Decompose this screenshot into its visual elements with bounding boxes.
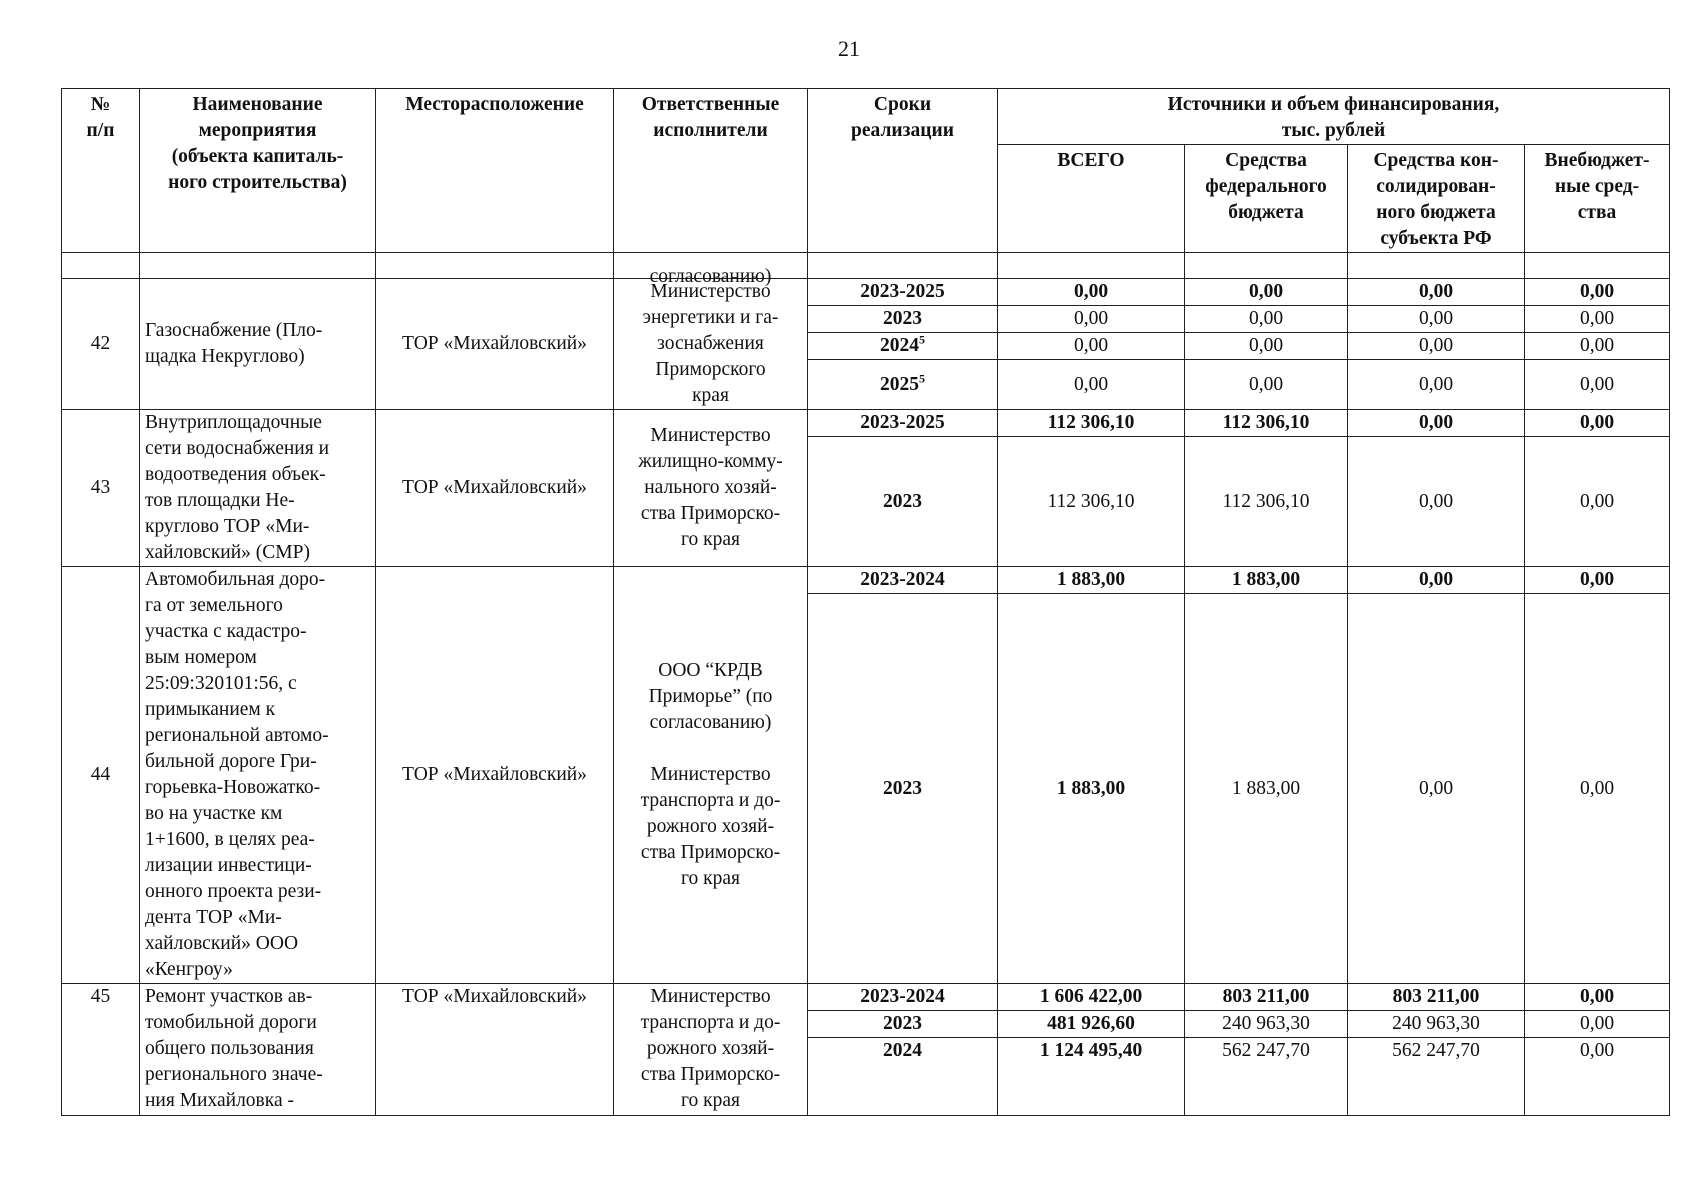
row-federal: 0,00 [1185, 360, 1348, 410]
row-period: 2024$^5$ [808, 333, 998, 360]
header-location: Месторасположение [376, 89, 614, 253]
header-num: № п/п [62, 89, 140, 253]
row-period: 2023-2024 [808, 984, 998, 1011]
row-responsible: согласованию) Министерство энергетики и га- зоснабжения Приморского края [614, 279, 808, 410]
row-location: ТОР «Михайловский» [376, 984, 614, 1116]
row-location: ТОР «Михайловский» [376, 279, 614, 410]
table-row [62, 567, 1670, 594]
row-extra: 0,00 [1525, 279, 1670, 306]
row-period: 2023-2025 [808, 279, 998, 306]
row-federal: 562 247,70 [1185, 1038, 1348, 1116]
header-federal: Средства федерального бюджета [1185, 145, 1348, 253]
row-period: 2023 [808, 306, 998, 333]
row-regional: 0,00 [1348, 567, 1525, 594]
row-location: ТОР «Михайловский» [376, 567, 614, 984]
row-extra: 0,00 [1525, 567, 1670, 594]
row-total: 112 306,10 [998, 437, 1185, 567]
row-extra: 0,00 [1525, 437, 1670, 567]
row-responsible: Министерство жилищно-комму- нального хозяй- ства Приморско- го края [614, 410, 808, 567]
row-period: 2023-2025 [808, 410, 998, 437]
row-extra: 0,00 [1525, 1011, 1670, 1038]
row-name: Автомобильная доро- га от земельного участка с кадастро- вым номером 25:09:320101:56, с примыканием к региональной автомо- бильной дороге Гри- горьевка-Новожатко- во на участке км 1+1600, в целях реа- лизации инвестици- онного проекта рези- дента ТОР «Ми- хайловский» ООО «Кенгроу» [140, 567, 376, 984]
page-number: 21 [838, 36, 860, 61]
row-period: 2024 [808, 1038, 998, 1116]
row-period: 2023-2024 [808, 567, 998, 594]
row-extra: 0,00 [1525, 360, 1670, 410]
header-funding: Источники и объем финансирования, тыс. рублей [998, 89, 1670, 145]
row-federal: 0,00 [1185, 306, 1348, 333]
carryover-text: согласованию) [649, 266, 772, 287]
row-extra: 0,00 [1525, 333, 1670, 360]
row-num: 44 [62, 567, 140, 984]
row-period: 2023 [808, 437, 998, 567]
row-total: 0,00 [998, 306, 1185, 333]
row-period: 2023 [808, 1011, 998, 1038]
row-regional: 562 247,70 [1348, 1038, 1525, 1116]
spacer-row [62, 253, 1670, 279]
row-total: 1 606 422,00 [998, 984, 1185, 1011]
row-federal: 112 306,10 [1185, 437, 1348, 567]
row-num: 42 [62, 279, 140, 410]
row-total: 1 883,00 [998, 567, 1185, 594]
table-row [62, 279, 1670, 306]
row-total: 0,00 [998, 333, 1185, 360]
row-federal: 0,00 [1185, 333, 1348, 360]
header-responsible: Ответственные исполнители [614, 89, 808, 253]
row-total: 0,00 [998, 279, 1185, 306]
header-row-1 [62, 89, 1670, 145]
row-num: 45 [62, 984, 140, 1116]
row-federal: 1 883,00 [1185, 567, 1348, 594]
row-extra: 0,00 [1525, 594, 1670, 984]
row-regional: 0,00 [1348, 410, 1525, 437]
row-federal: 112 306,10 [1185, 410, 1348, 437]
financing-table [61, 88, 1670, 1116]
table-row [62, 410, 1670, 437]
row-total: 0,00 [998, 360, 1185, 410]
table-row [62, 984, 1670, 1011]
row-regional: 0,00 [1348, 437, 1525, 567]
header-regional: Средства кон- солидирован- ного бюджета субъекта РФ [1348, 145, 1525, 253]
row-extra: 0,00 [1525, 306, 1670, 333]
row-location: ТОР «Михайловский» [376, 410, 614, 567]
row-total: 1 124 495,40 [998, 1038, 1185, 1116]
row-responsible: ООО “КРДВ Приморье” (по согласованию) Министерство транспорта и до- рожного хозяй- ства Приморско- го края [614, 567, 808, 984]
row-regional: 0,00 [1348, 333, 1525, 360]
row-period: 2025$^5$ [808, 360, 998, 410]
row-federal: 240 963,30 [1185, 1011, 1348, 1038]
row-name: Газоснабжение (Пло- щадка Некруглово) [140, 279, 376, 410]
row-regional: 0,00 [1348, 306, 1525, 333]
row-name: Внутриплощадочные сети водоснабжения и водоотведения объек- тов площадки Не- круглово ТОР «Ми- хайловский» (СМР) [140, 410, 376, 567]
row-responsible: Министерство транспорта и до- рожного хозяй- ства Приморско- го края [614, 984, 808, 1116]
row-total: 1 883,00 [998, 594, 1185, 984]
row-regional: 0,00 [1348, 594, 1525, 984]
row-extra: 0,00 [1525, 984, 1670, 1011]
row-name: Ремонт участков ав- томобильной дороги общего пользования регионального значе- ния Михайловка - [140, 984, 376, 1116]
row-regional: 0,00 [1348, 360, 1525, 410]
row-extra: 0,00 [1525, 1038, 1670, 1116]
row-total: 481 926,60 [998, 1011, 1185, 1038]
row-federal: 0,00 [1185, 279, 1348, 306]
row-federal: 803 211,00 [1185, 984, 1348, 1011]
header-total: ВСЕГО [998, 145, 1185, 253]
row-period: 2023 [808, 594, 998, 984]
header-period: Сроки реализации [808, 89, 998, 253]
row-regional: 803 211,00 [1348, 984, 1525, 1011]
header-extra: Внебюджет- ные сред- ства [1525, 145, 1670, 253]
row-extra: 0,00 [1525, 410, 1670, 437]
row-federal: 1 883,00 [1185, 594, 1348, 984]
row-regional: 240 963,30 [1348, 1011, 1525, 1038]
row-total: 112 306,10 [998, 410, 1185, 437]
header-name: Наименование мероприятия (объекта капиталь- ного строительства) [140, 89, 376, 253]
row-num: 43 [62, 410, 140, 567]
row-regional: 0,00 [1348, 279, 1525, 306]
